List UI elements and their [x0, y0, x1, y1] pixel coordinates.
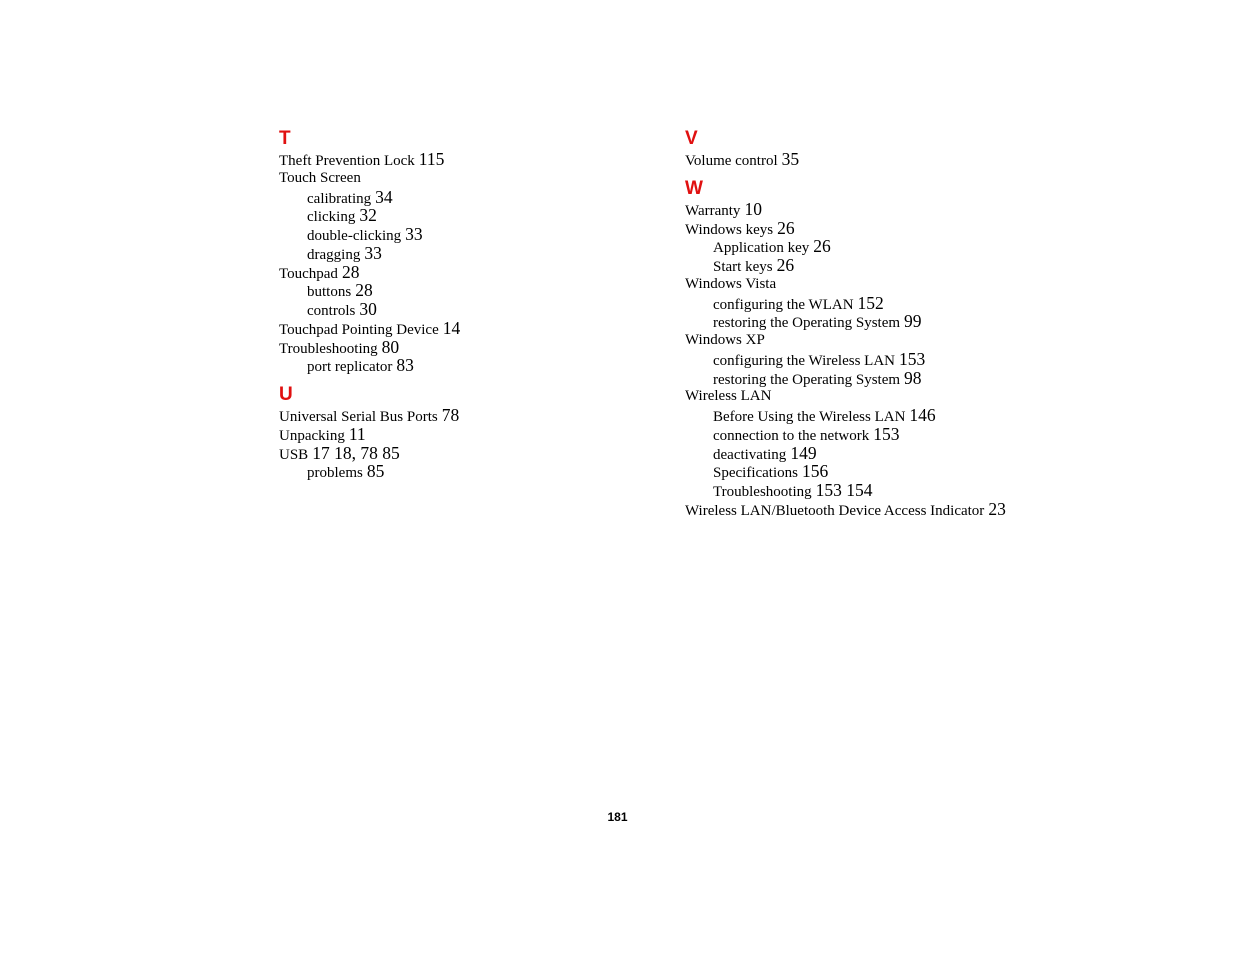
index-term: restoring the Operating System	[713, 371, 901, 388]
index-page-ref[interactable]: 32	[359, 205, 377, 226]
index-term: Touchpad	[279, 265, 338, 282]
index-page-ref[interactable]: 33	[364, 242, 382, 263]
index-subentry	[685, 237, 1105, 256]
index-page-ref[interactable]: 80	[381, 336, 400, 357]
index-page-ref[interactable]: 83	[396, 355, 414, 376]
index-entry	[279, 150, 659, 169]
index-section-w	[685, 178, 1105, 519]
index-page-ref[interactable]: 99	[904, 311, 922, 332]
index-term: buttons	[307, 284, 352, 301]
index-term: USB	[279, 446, 309, 463]
section-letter-heading: W	[685, 177, 703, 199]
index-term: Before Using the Wireless LAN	[713, 409, 906, 425]
index-entry	[685, 200, 1105, 219]
index-term: configuring the Wireless LAN	[713, 352, 895, 369]
index-entry	[279, 444, 659, 463]
index-term: Wireless LAN/Bluetooth Device Access Indicator	[685, 502, 985, 519]
index-term: problems	[307, 465, 363, 482]
index-term: Unpacking	[279, 427, 345, 444]
index-subentry	[685, 462, 1105, 481]
index-page-ref[interactable]: 30	[359, 299, 377, 319]
index-subentry	[685, 294, 1105, 313]
index-entry	[279, 425, 659, 444]
index-page-ref[interactable]: 152	[857, 292, 884, 313]
index-term: configuring the WLAN	[713, 296, 854, 313]
index-page-ref[interactable]: 28	[355, 280, 373, 301]
index-subentry	[685, 444, 1105, 463]
index-entry	[279, 338, 659, 357]
index-page-ref[interactable]: 78	[441, 405, 460, 425]
index-term: restoring the Operating System	[713, 315, 901, 332]
index-entry	[279, 319, 659, 338]
index-term: Troubleshooting	[713, 484, 812, 500]
index-subentry	[685, 425, 1105, 444]
index-page-ref[interactable]: 28	[341, 261, 360, 282]
index-subentry	[685, 256, 1105, 275]
section-letter-heading: U	[279, 384, 293, 405]
index-page-ref[interactable]: 34	[375, 186, 393, 207]
index-term: Troubleshooting	[279, 340, 378, 357]
index-subentry	[279, 244, 659, 263]
index-page-ref[interactable]: 26	[813, 236, 831, 257]
index-term: Touchpad Pointing Device	[279, 321, 439, 338]
index-page-ref[interactable]: 17 18, 78 85	[312, 442, 400, 463]
index-subentry	[279, 206, 659, 225]
index-term: Application key	[713, 240, 810, 257]
index-entry	[685, 387, 1105, 406]
index-term: Touch Screen	[279, 169, 361, 186]
index-term: Windows XP	[685, 332, 765, 348]
index-page-ref[interactable]: 153	[899, 348, 926, 369]
index-term: Start keys	[713, 259, 773, 275]
index-term: clicking	[307, 209, 356, 226]
index-page-ref[interactable]: 33	[405, 224, 423, 244]
index-subentry	[279, 300, 659, 319]
index-page-ref[interactable]: 26	[777, 217, 795, 238]
index-page-ref[interactable]: 153	[873, 423, 900, 444]
page-number: 181	[607, 810, 628, 824]
index-page-ref[interactable]: 14	[442, 317, 461, 338]
index-term: double-clicking	[307, 228, 402, 244]
index-subentry	[279, 225, 659, 244]
index-term: dragging	[307, 246, 361, 263]
index-page-ref[interactable]: 149	[790, 442, 817, 463]
index-entry	[685, 275, 1105, 294]
index-term: Specifications	[713, 465, 798, 482]
index-page-ref[interactable]: 26	[776, 255, 795, 275]
index-subentry	[685, 481, 1105, 500]
index-subentry	[685, 312, 1105, 331]
index-subentry	[685, 406, 1105, 425]
index-page-ref[interactable]: 10	[744, 198, 762, 219]
index-page-ref[interactable]: 35	[781, 149, 800, 169]
index-term: Theft Prevention Lock	[279, 153, 415, 169]
index-entry	[685, 150, 1105, 169]
index-term: connection to the network	[713, 427, 870, 444]
index-entry	[685, 219, 1105, 238]
index-entry	[279, 406, 659, 425]
index-section-v	[685, 128, 1105, 169]
index-page-ref[interactable]: 23	[988, 498, 1006, 519]
index-subentry	[279, 188, 659, 207]
section-letter-heading: V	[685, 128, 698, 149]
index-subentry	[279, 462, 659, 481]
index-term: Windows keys	[685, 221, 774, 238]
index-page-ref[interactable]: 153 154	[815, 480, 873, 500]
index-subentry	[279, 356, 659, 375]
index-term: deactivating	[713, 446, 787, 463]
section-letter-heading: T	[279, 128, 291, 149]
index-entry	[279, 263, 659, 282]
index-column-right	[685, 128, 1105, 519]
index-entry	[685, 500, 1105, 519]
index-subentry	[685, 350, 1105, 369]
index-page-ref[interactable]: 146	[909, 405, 936, 425]
index-subentry	[685, 369, 1105, 388]
index-term: calibrating	[307, 190, 372, 207]
index-page-ref[interactable]: 156	[801, 461, 829, 482]
index-term: Volume control	[685, 153, 778, 169]
index-page-ref[interactable]: 85	[366, 461, 385, 482]
index-term: controls	[307, 303, 356, 319]
index-page-ref[interactable]: 11	[348, 423, 366, 444]
index-term: Windows Vista	[685, 275, 777, 292]
index-entry	[685, 331, 1105, 350]
index-term: Universal Serial Bus Ports	[279, 409, 438, 425]
index-term: port replicator	[307, 359, 393, 376]
index-page-ref[interactable]: 115	[418, 149, 445, 169]
index-subentry	[279, 281, 659, 300]
index-section-t	[279, 128, 659, 375]
index-column-left	[279, 128, 659, 481]
index-entry	[279, 169, 659, 188]
index-term: Wireless LAN	[685, 388, 772, 405]
index-section-u	[279, 384, 659, 481]
index-term: Warranty	[685, 202, 741, 219]
index-page-ref[interactable]: 98	[904, 367, 922, 388]
